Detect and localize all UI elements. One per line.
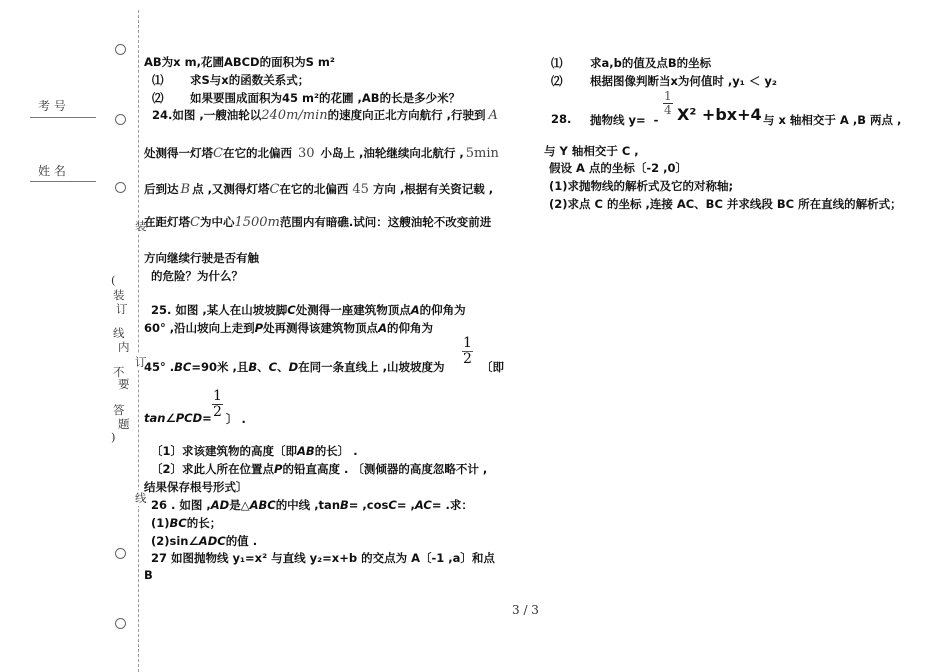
- p24-line-2: 处测得一灯塔C在它的北偏西 30 小岛上 ,油轮继续向北航行 , 5min: [144, 146, 499, 161]
- warning-char: 装: [113, 288, 125, 302]
- p25-tan-end: 〕 .: [226, 412, 246, 426]
- warning-char: 内: [118, 340, 130, 354]
- p25-line-3: 45° .BC=90米 ,且B、C、D在同一条直线上 ,山坡坡度为: [144, 360, 445, 374]
- p28-number: 28.: [551, 112, 572, 126]
- warning-char: ): [111, 430, 116, 444]
- p28-line-2: 与 Y 轴相交于 C ,: [544, 144, 639, 158]
- p27-line-2: B: [144, 568, 153, 582]
- p25-line-2: 60° ,沿山坡向上走到P处再测得该建筑物顶点A的仰角为: [144, 321, 433, 335]
- binding-char: 装: [135, 219, 147, 233]
- p24-line-3: 后到达 B 点 ,又测得灯塔C在它的北偏西 45 方向 ,根据有关资记载 ,: [144, 182, 494, 197]
- binding-line: [138, 10, 139, 672]
- warning-char: 订: [116, 302, 128, 316]
- p28-line-1-end: 与 x 轴相交于 A ,B 两点 ,: [763, 113, 902, 127]
- p23-question-2: 如果要围成面积为45 m²的花圃 ,AB的长是多少米？: [190, 91, 461, 105]
- p24-line-4: 在距灯塔C为中心1500m范围内有暗礁.试问：这艘油轮不改变前进: [144, 215, 492, 230]
- warning-char: 线: [113, 326, 125, 340]
- name-blank: [30, 181, 96, 182]
- binding-hole: [115, 182, 126, 193]
- page-number: 3 / 3: [512, 603, 539, 617]
- warning-char: 要: [118, 377, 130, 391]
- p28-question-2: (2)求点 C 的坐标 ,连接 AC、BC 并求线段 BC 所在直线的解析式；: [549, 197, 902, 211]
- p25-question-1: 〔1〕求该建筑物的高度〔即AB的长〕 .: [151, 444, 358, 458]
- binding-hole: [115, 548, 126, 559]
- binding-char: 线: [135, 491, 147, 505]
- q-number: ⑴: [152, 73, 164, 87]
- p27-question-2: 根据图像判断当x为何值时 ,y₁ ＜ y₂: [590, 74, 777, 88]
- p25-line-1: 25. 如图 ,某人在山坡坡脚C处测得一座建筑物顶点A的仰角为: [151, 303, 466, 317]
- p28-line-3: 假设 A 点的坐标〔-2 ,0〕: [549, 161, 688, 175]
- q-number: ⑴: [551, 56, 563, 70]
- p28-expression: X² +bx+4: [677, 105, 762, 124]
- p26-question-2: (2)sin∠ADC的值 .: [151, 534, 258, 548]
- binding-hole: [115, 44, 126, 55]
- p24-line-5: 方向继续行驶是否有触: [144, 251, 259, 265]
- warning-char: 题: [118, 417, 130, 431]
- p25-tan-line: tan∠PCD=: [144, 411, 212, 425]
- warning-char: 不: [113, 365, 125, 379]
- warning-char: (: [111, 273, 116, 287]
- p26-line-1: 26 . 如图 ,AD是△ABC的中线 ,tanB= ,cosC= ,AC= .求：: [151, 498, 473, 512]
- p25-slope-fraction: $\frac{1}{2}$: [463, 335, 472, 368]
- exam-number-label: 考 号: [38, 99, 66, 113]
- p23-question-1: 求S与x的函数关系式；: [190, 73, 310, 87]
- warning-char: 答: [113, 403, 125, 417]
- q-number: ⑵: [551, 74, 563, 88]
- binding-char: 订: [135, 355, 147, 369]
- p27-question-1: 求a,b的值及点B的坐标: [590, 56, 712, 70]
- p28-question-1: (1)求抛物线的解析式及它的对称轴;: [549, 179, 734, 193]
- p26-question-1: (1)BC的长；: [151, 516, 222, 530]
- p25-tan-fraction: $\frac{1}{2}$: [213, 388, 222, 421]
- p25-question-2: 〔2〕求此人所在位置点P的铅直高度 . 〔测倾器的高度忽略不计 ,: [151, 462, 488, 476]
- p23-area-line: AB为x m,花圃ABCD的面积为S m²: [144, 55, 335, 69]
- exam-number-blank: [30, 117, 96, 118]
- p28-fraction: $\frac{1}{4}$: [664, 89, 672, 118]
- p25-question-2-cont: 结果保存根号形式〕: [144, 480, 248, 494]
- p27-line-1: 27 如图抛物线 y₁=x² 与直线 y₂=x+b 的交点为 A〔-1 ,a〕和点: [151, 551, 495, 565]
- binding-hole: [115, 618, 126, 629]
- name-label: 姓 名: [38, 164, 66, 178]
- q-number: ⑵: [152, 91, 164, 105]
- p25-paren: 〔即: [481, 360, 504, 374]
- p24-line-6: 的危险？为什么？: [151, 269, 243, 283]
- binding-hole: [115, 114, 126, 125]
- p24-line-1: 24.如图 ,一艘油轮以240m/min的速度向正北方向航行 ,行驶到 A: [152, 108, 498, 123]
- p28-line-1: 抛物线 y= -: [590, 113, 659, 127]
